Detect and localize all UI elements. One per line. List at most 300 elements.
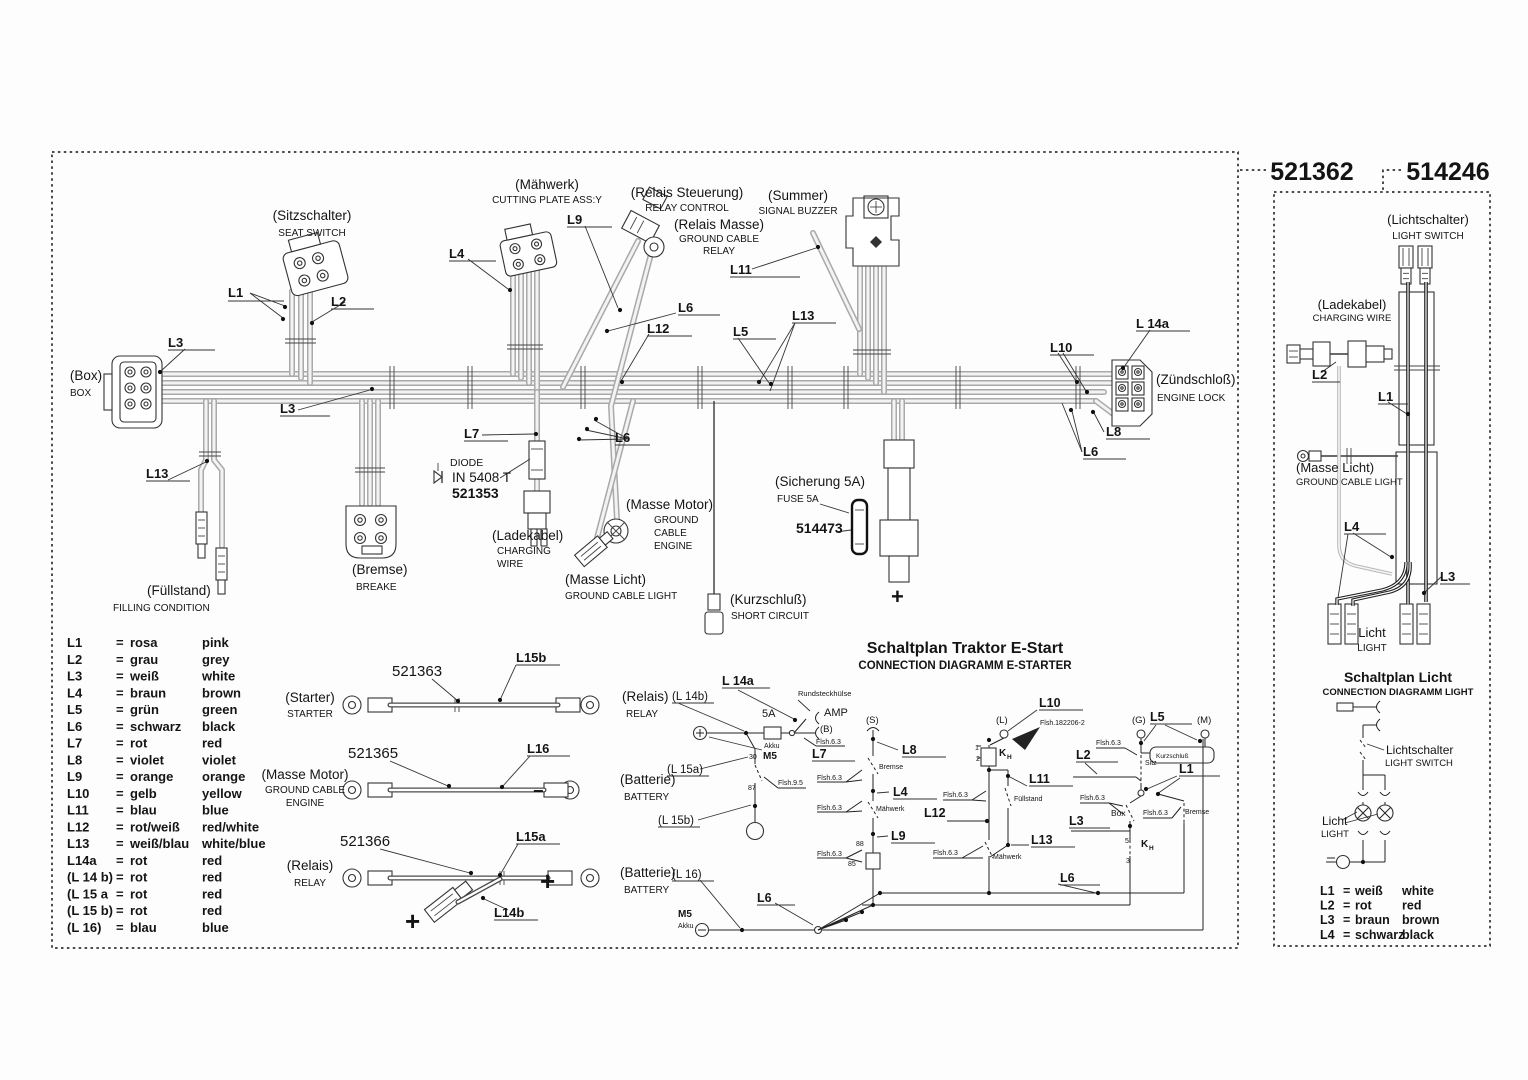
legend-main-row-11-de: rot/weiß — [130, 819, 180, 835]
junction-dot — [860, 910, 864, 914]
light-schematic-wire — [1377, 719, 1381, 731]
s_L2: L2 — [1076, 748, 1091, 762]
junction-dot — [158, 370, 162, 374]
legend-main-row-0-de: rosa — [130, 635, 158, 650]
plug-symbol — [1337, 703, 1353, 711]
diode3: 521353 — [452, 485, 499, 501]
schematic-wire — [1158, 794, 1184, 801]
leader-line — [1367, 744, 1384, 750]
legend-main-row-11-en: red/white — [202, 819, 260, 835]
legend-main-row-15-code: (L 15 a — [67, 886, 108, 902]
L10: L10 — [1050, 340, 1073, 355]
s_f3: Flsh.6.3 — [817, 805, 842, 812]
L7: L7 — [464, 426, 480, 441]
legend-light-row-3-de: schwarz — [1355, 927, 1405, 942]
s_akku2: Akku — [678, 923, 694, 930]
r_lade_de: (Ladekabel) — [1317, 297, 1387, 312]
leader-line — [798, 700, 810, 711]
L5: L5 — [733, 324, 749, 339]
box_en: BOX — [70, 388, 92, 399]
legend-main-row-8-en: orange — [202, 769, 246, 784]
schematic-switch — [755, 765, 762, 781]
relmasse_de: (Relais Masse) — [673, 217, 765, 232]
junction-dot — [1091, 410, 1095, 414]
leader-line — [390, 761, 448, 786]
legend-main-row-6-eq: = — [116, 735, 124, 751]
leader-line — [877, 792, 889, 793]
s_AMP: AMP — [824, 707, 848, 719]
s_L: (L) — [996, 715, 1008, 726]
junction-dot — [1422, 591, 1426, 595]
r_lsw_en: LIGHT SWITCH — [1392, 231, 1464, 242]
s_85: 85 — [848, 861, 856, 868]
s_5: 5 — [1125, 838, 1129, 845]
junction-dot — [1069, 408, 1073, 412]
junction-dot — [205, 459, 209, 463]
legend-main-row-3-de: braun — [130, 685, 167, 701]
legend-light-row-2-code: L3 — [1320, 913, 1335, 928]
s_L1: L1 — [1179, 762, 1194, 776]
light-schematic-wire — [1358, 792, 1368, 796]
kurz_de: (Kurzschluß) — [730, 592, 807, 607]
r_lsw2_en: LIGHT SWITCH — [1385, 758, 1453, 769]
s_3: 3 — [1126, 858, 1130, 865]
legend-main-row-6-de: rot — [130, 735, 148, 751]
junction-dot — [793, 718, 797, 722]
schematic-switch — [1126, 805, 1134, 821]
legend-main-row-14-en: red — [202, 869, 223, 885]
s_KH1: K — [999, 748, 1007, 759]
legend-light-row-0-code: L1 — [1320, 884, 1335, 898]
L6a: L6 — [678, 300, 694, 315]
r_licht2_de: Licht — [1358, 625, 1386, 640]
legend-main-row-9-eq: = — [116, 785, 124, 801]
relay-branch-connector — [424, 879, 473, 922]
pn_main: 521362 — [1270, 158, 1354, 186]
legend-main-row-11-code: L12 — [67, 819, 90, 835]
s_30: 30 — [749, 754, 757, 761]
s_f8: Flsh.6.3 — [1080, 795, 1105, 802]
legend-main-row-2-code: L3 — [67, 668, 83, 684]
L13a: L13 — [792, 308, 815, 323]
legend-main-row-8-eq: = — [116, 769, 124, 784]
s_L14a: L 14a — [722, 674, 754, 688]
leader-line — [482, 434, 534, 435]
s_L9: L9 — [891, 829, 906, 843]
junction-dot — [744, 731, 748, 735]
s_f6: Flsh.6.3 — [933, 850, 958, 857]
L2: L2 — [331, 294, 347, 309]
junction-dot — [871, 832, 875, 836]
legend-main-row-0-eq: = — [116, 635, 124, 650]
ground-symbol — [1337, 856, 1350, 869]
s_M: (M) — [1197, 715, 1212, 726]
junction-dot — [987, 768, 991, 772]
leader-line — [1144, 725, 1156, 741]
r_licht3_de: Licht — [1322, 814, 1348, 828]
legend-main-row-16-eq: = — [116, 903, 124, 918]
s_L11: L11 — [1029, 772, 1050, 786]
rel3_en: RELAY — [293, 878, 327, 889]
L1: L1 — [228, 285, 244, 300]
junction-dot — [508, 288, 512, 292]
fuse-5a-symbol — [764, 727, 781, 739]
leader-line — [877, 836, 888, 837]
leader-line — [1157, 778, 1180, 794]
s_f95: Flsh.9.5 — [778, 780, 803, 787]
leader-line — [1008, 710, 1037, 731]
legend-main-row-13-en: red — [202, 852, 223, 868]
light-switch-connector — [1394, 246, 1440, 584]
light-schematic-wire — [1380, 792, 1390, 796]
legend-light-row-3-code: L4 — [1320, 927, 1335, 942]
legend-main-row-4-de: grün — [130, 702, 159, 717]
sich_no: 514473 — [796, 520, 843, 536]
legend-main-row-17-code: (L 16) — [67, 919, 102, 935]
schematic-wire — [818, 893, 880, 930]
c2r_de: (Batterie) — [620, 772, 676, 787]
L8b: L8 — [1106, 424, 1122, 439]
junction-dot — [281, 317, 285, 321]
legend-main-row-9-code: L10 — [67, 785, 90, 801]
light-schematic-wire — [1377, 701, 1381, 713]
s_L6b: L6 — [1060, 871, 1075, 885]
junction-dot — [498, 698, 502, 702]
legend-main-row-17-eq: = — [116, 919, 124, 935]
legend-main-row-14-de: rot — [130, 869, 148, 885]
junction-dot — [1144, 787, 1148, 791]
legend-main-row-4-en: green — [202, 702, 238, 717]
c3_no: 521366 — [340, 833, 391, 850]
s_sitz: Sitz — [1145, 760, 1157, 767]
lade_en1: CHARGING — [497, 546, 551, 557]
schematic-wire — [990, 738, 1004, 745]
junction-dot — [605, 329, 609, 333]
sch-layer — [694, 701, 1394, 937]
legend-main-row-0-code: L1 — [67, 635, 83, 650]
leader-line — [250, 293, 283, 318]
c2_no: 521365 — [348, 745, 399, 762]
c1_no: 521363 — [392, 663, 443, 680]
s_5A: 5A — [762, 708, 776, 720]
legend-main-row-4-code: L5 — [67, 702, 83, 717]
junction-dot — [1121, 366, 1125, 370]
legend-main-row-5-eq: = — [116, 718, 124, 734]
s_f5: Flsh.6.3 — [943, 792, 968, 799]
bremse_de: (Bremse) — [352, 562, 408, 577]
mm2_en1: GROUND CABLE — [264, 785, 346, 796]
legend-main-row-2-en: white — [202, 668, 236, 684]
leader-line — [250, 293, 285, 306]
plus1: + — [405, 906, 421, 936]
junction-dot — [447, 784, 451, 788]
s_KH2h: H — [1149, 845, 1154, 852]
relstg_de: (Relais Steuerung) — [630, 185, 744, 200]
c3_label_a: L15a — [516, 829, 546, 844]
junction-dot — [310, 321, 314, 325]
leader-line — [1353, 533, 1391, 557]
mmotor_de: (Masse Motor) — [626, 497, 714, 512]
leader-line — [752, 248, 816, 269]
border-layer — [52, 152, 1490, 948]
legend-main-row-10-en: blue — [202, 802, 229, 818]
engine-lock-connector — [1112, 360, 1152, 426]
L4: L4 — [449, 246, 465, 261]
s_L4: L4 — [893, 785, 908, 799]
s_f9: Flsh.6.3 — [1143, 810, 1168, 817]
box-connector — [104, 356, 162, 428]
legend-light-row-1-en: red — [1402, 898, 1422, 913]
junction-dot — [1075, 380, 1079, 384]
junction-dot — [283, 305, 287, 309]
schematic-wire — [764, 777, 778, 788]
battery-cable-connector — [880, 440, 918, 582]
legend-main-row-9-en: yellow — [202, 785, 242, 801]
legend-light-row-0-eq: = — [1343, 884, 1351, 898]
s_maeh1: Mähwerk — [876, 806, 905, 813]
junction-dot — [985, 819, 989, 823]
sitz_en: SEAT SWITCH — [278, 228, 346, 239]
ground-cable-relay-ring — [644, 237, 664, 257]
junction-dot — [740, 928, 744, 932]
c1r_en: RELAY — [626, 709, 659, 720]
s_88: 88 — [856, 841, 864, 848]
leader-line — [1094, 413, 1104, 432]
zuend_de: (Zündschloß) — [1156, 372, 1236, 387]
kh-relay-symbol — [981, 748, 996, 766]
diode-symbol — [434, 471, 442, 483]
L13b: L13 — [146, 466, 169, 481]
r_mlicht_en: GROUND CABLE LIGHT — [1296, 477, 1403, 488]
relmasse_en2: RELAY — [702, 246, 736, 257]
schematic-wire — [846, 811, 862, 812]
leader-line — [500, 665, 516, 700]
junction-dot — [1198, 739, 1202, 743]
relstg_en: RELAY CONTROL — [645, 203, 729, 214]
maehwerk_de: (Mähwerk) — [515, 177, 579, 192]
starter_en: STARTER — [287, 709, 333, 720]
lade_en2: WIRE — [497, 559, 524, 570]
legend-main-row-15-en: red — [202, 886, 223, 902]
legend-main-row-0-en: pink — [202, 635, 229, 650]
schematic-wire — [972, 791, 986, 800]
legend-light-row-1-code: L2 — [1320, 898, 1335, 913]
junction-dot — [370, 387, 374, 391]
sich_de: (Sicherung 5A) — [775, 474, 866, 489]
harness-sleeve — [1399, 292, 1434, 445]
diode2: IN 5408 T — [452, 470, 512, 485]
leader-line — [698, 805, 751, 820]
legend-main-row-7-en: violet — [202, 752, 236, 768]
s_M5b: M5 — [678, 909, 692, 920]
starter-symbol — [747, 823, 764, 840]
bremse_en: BREAKE — [356, 582, 397, 593]
junction-dot — [456, 699, 460, 703]
legend-main-row-11-eq: = — [116, 819, 124, 835]
dots-layer — [158, 245, 1426, 932]
schematic-wire — [816, 712, 820, 724]
schematic-wire — [816, 727, 820, 739]
L11: L11 — [730, 262, 752, 277]
r_title2: CONNECTION DIAGRAMM LIGHT — [1322, 687, 1474, 698]
legend-main-row-6-code: L7 — [67, 735, 83, 751]
legend-light-row-0-de: weiß — [1355, 884, 1383, 898]
leader-line — [585, 226, 618, 308]
legend-main-row-5-code: L6 — [67, 718, 83, 734]
s_L16: (L 16) — [672, 869, 702, 881]
relay-coil-symbol — [866, 853, 880, 869]
c3_label_b: L14b — [494, 905, 525, 920]
legend-main-row-5-de: schwarz — [130, 718, 182, 734]
ticks-layer — [199, 339, 1080, 472]
legend-light-row-3-en: black — [1402, 927, 1434, 942]
r_licht3_en: LIGHT — [1321, 829, 1349, 840]
junction-dot — [816, 245, 820, 249]
junction-dot — [534, 432, 538, 436]
junction-dot — [753, 804, 757, 808]
s_L6a: L6 — [757, 891, 772, 905]
s_L10: L10 — [1039, 696, 1061, 710]
zuend_en: ENGINE LOCK — [1157, 393, 1226, 404]
s_L8: L8 — [902, 743, 917, 757]
mmotor_en2: CABLE — [654, 528, 687, 539]
parts-layer — [104, 187, 1440, 922]
junction-dot — [500, 785, 504, 789]
s_f4: Flsh.6.3 — [817, 851, 842, 858]
s_fuell: Füllstand — [1014, 796, 1043, 803]
L12: L12 — [647, 321, 670, 336]
s_f1: Flsh.6.3 — [816, 739, 841, 746]
est_title1: Schaltplan Traktor E-Start — [866, 640, 1064, 657]
plus2: + — [540, 866, 556, 896]
s_M5a: M5 — [763, 751, 777, 762]
leader-line — [709, 737, 762, 750]
junction-dot — [769, 382, 773, 386]
legend-main-row-3-eq: = — [116, 685, 124, 701]
leader-line — [500, 844, 518, 875]
legend-main-row-1-de: grau — [130, 651, 159, 667]
r_lsw_de: (Lichtschalter) — [1387, 212, 1469, 227]
junction-dot — [987, 738, 991, 742]
s_akku1: Akku — [764, 743, 780, 750]
leader-line — [161, 349, 185, 371]
legend-main-row-14-code: (L 14 b) — [67, 869, 113, 885]
legend-light-row-2-en: brown — [1402, 913, 1440, 928]
legend-main-row-7-de: violet — [130, 752, 164, 768]
leader-line — [502, 756, 530, 787]
schematic-switch — [1005, 788, 1011, 806]
mm2_de: (Masse Motor) — [261, 767, 349, 782]
box_de: (Box) — [69, 368, 103, 383]
lade_de: (Ladekabel) — [492, 528, 564, 543]
leader-line — [1010, 777, 1027, 786]
legend-light-row-2-eq: = — [1343, 913, 1351, 928]
legend-main-row-16-code: (L 15 b) — [67, 903, 113, 918]
legend-main-row-9-de: gelb — [130, 785, 157, 801]
schematic-wire — [846, 850, 862, 858]
s_KH1h: H — [1007, 754, 1012, 761]
legend-light-row-1-de: rot — [1355, 898, 1372, 913]
junction-dot — [1128, 824, 1132, 828]
legend-main-row-3-code: L4 — [67, 685, 83, 701]
leader-line — [700, 757, 748, 769]
s_L5: L5 — [1150, 710, 1165, 724]
legend-main-row-12-en: white/blue — [202, 836, 266, 851]
s_maeh2: Mähwerk — [993, 854, 1022, 861]
legend-main-row-13-de: rot — [130, 852, 148, 868]
legend-main-row-2-eq: = — [116, 668, 124, 684]
r_lsw2_de: Lichtschalter — [1386, 743, 1454, 757]
schematic-wire — [1125, 748, 1137, 755]
leader-line — [432, 679, 458, 701]
sich_en: FUSE 5A — [777, 494, 819, 505]
maehwerk_en: CUTTING PLATE ASS:Y — [492, 195, 602, 206]
legend-main-row-15-eq: = — [116, 886, 124, 902]
legend-main-row-16-de: rot — [130, 903, 148, 918]
s_KH2: K — [1141, 839, 1149, 850]
c3r_de: (Batterie) — [620, 865, 676, 880]
leader-line — [468, 259, 508, 289]
legend-main-row-6-en: red — [202, 735, 223, 751]
c1_label: L15b — [516, 650, 547, 665]
schematic-wire — [972, 800, 986, 801]
legend-main-row-10-code: L11 — [67, 802, 89, 818]
junction-dot — [1006, 774, 1010, 778]
c2_minus: − — [533, 781, 544, 801]
legend-main-row-12-eq: = — [116, 836, 124, 851]
leader-line — [820, 504, 849, 513]
leader-line — [775, 903, 813, 925]
s_1: 1 — [975, 745, 979, 752]
legend-main-row-13-code: L14a — [67, 852, 97, 868]
s_kurz: Kurzschluß — [1156, 753, 1189, 760]
c3r_en: BATTERY — [624, 885, 670, 896]
leader-line — [678, 703, 744, 731]
junction-dot — [987, 891, 991, 895]
junction-dot — [1406, 412, 1410, 416]
r_lade_en: CHARGING WIRE — [1312, 313, 1392, 324]
fuse-5a-component — [852, 500, 867, 554]
legend-main-row-16-en: red — [202, 903, 223, 918]
s_bremse2: Bremse — [1185, 809, 1210, 816]
s_f7: Flsh.6.3 — [1096, 740, 1121, 747]
junction-dot — [469, 871, 473, 875]
L9: L9 — [567, 212, 583, 227]
legend-main-row-1-en: grey — [202, 651, 230, 667]
s_L15a: (L 15a) — [667, 764, 704, 776]
r_licht2_en: LIGHT — [1357, 643, 1387, 654]
legend-main-row-1-code: L2 — [67, 651, 83, 667]
s_rund: Rundsteckhülse — [798, 689, 852, 698]
s_87: 87 — [748, 785, 756, 792]
s_L3: L3 — [1069, 814, 1084, 828]
s_L15b: (L 15b) — [658, 815, 695, 827]
mmotor_en1: GROUND — [654, 515, 699, 526]
junction-dot — [871, 737, 875, 741]
legend-main-row-17-en: blue — [202, 919, 229, 935]
junction-dot — [757, 380, 761, 384]
mm2_en2: ENGINE — [285, 798, 325, 809]
schematic-wire — [1136, 777, 1141, 781]
c2_label: L16 — [527, 741, 550, 756]
junction-dot — [1085, 390, 1089, 394]
legend-light-row-3-eq: = — [1343, 927, 1351, 942]
r_L2: L2 — [1312, 367, 1328, 382]
leader-line — [877, 742, 898, 750]
sitz_de: (Sitzschalter) — [272, 208, 352, 223]
legend-light-row-2-de: braun — [1355, 913, 1390, 928]
legend-main-row-5-en: black — [202, 718, 236, 734]
